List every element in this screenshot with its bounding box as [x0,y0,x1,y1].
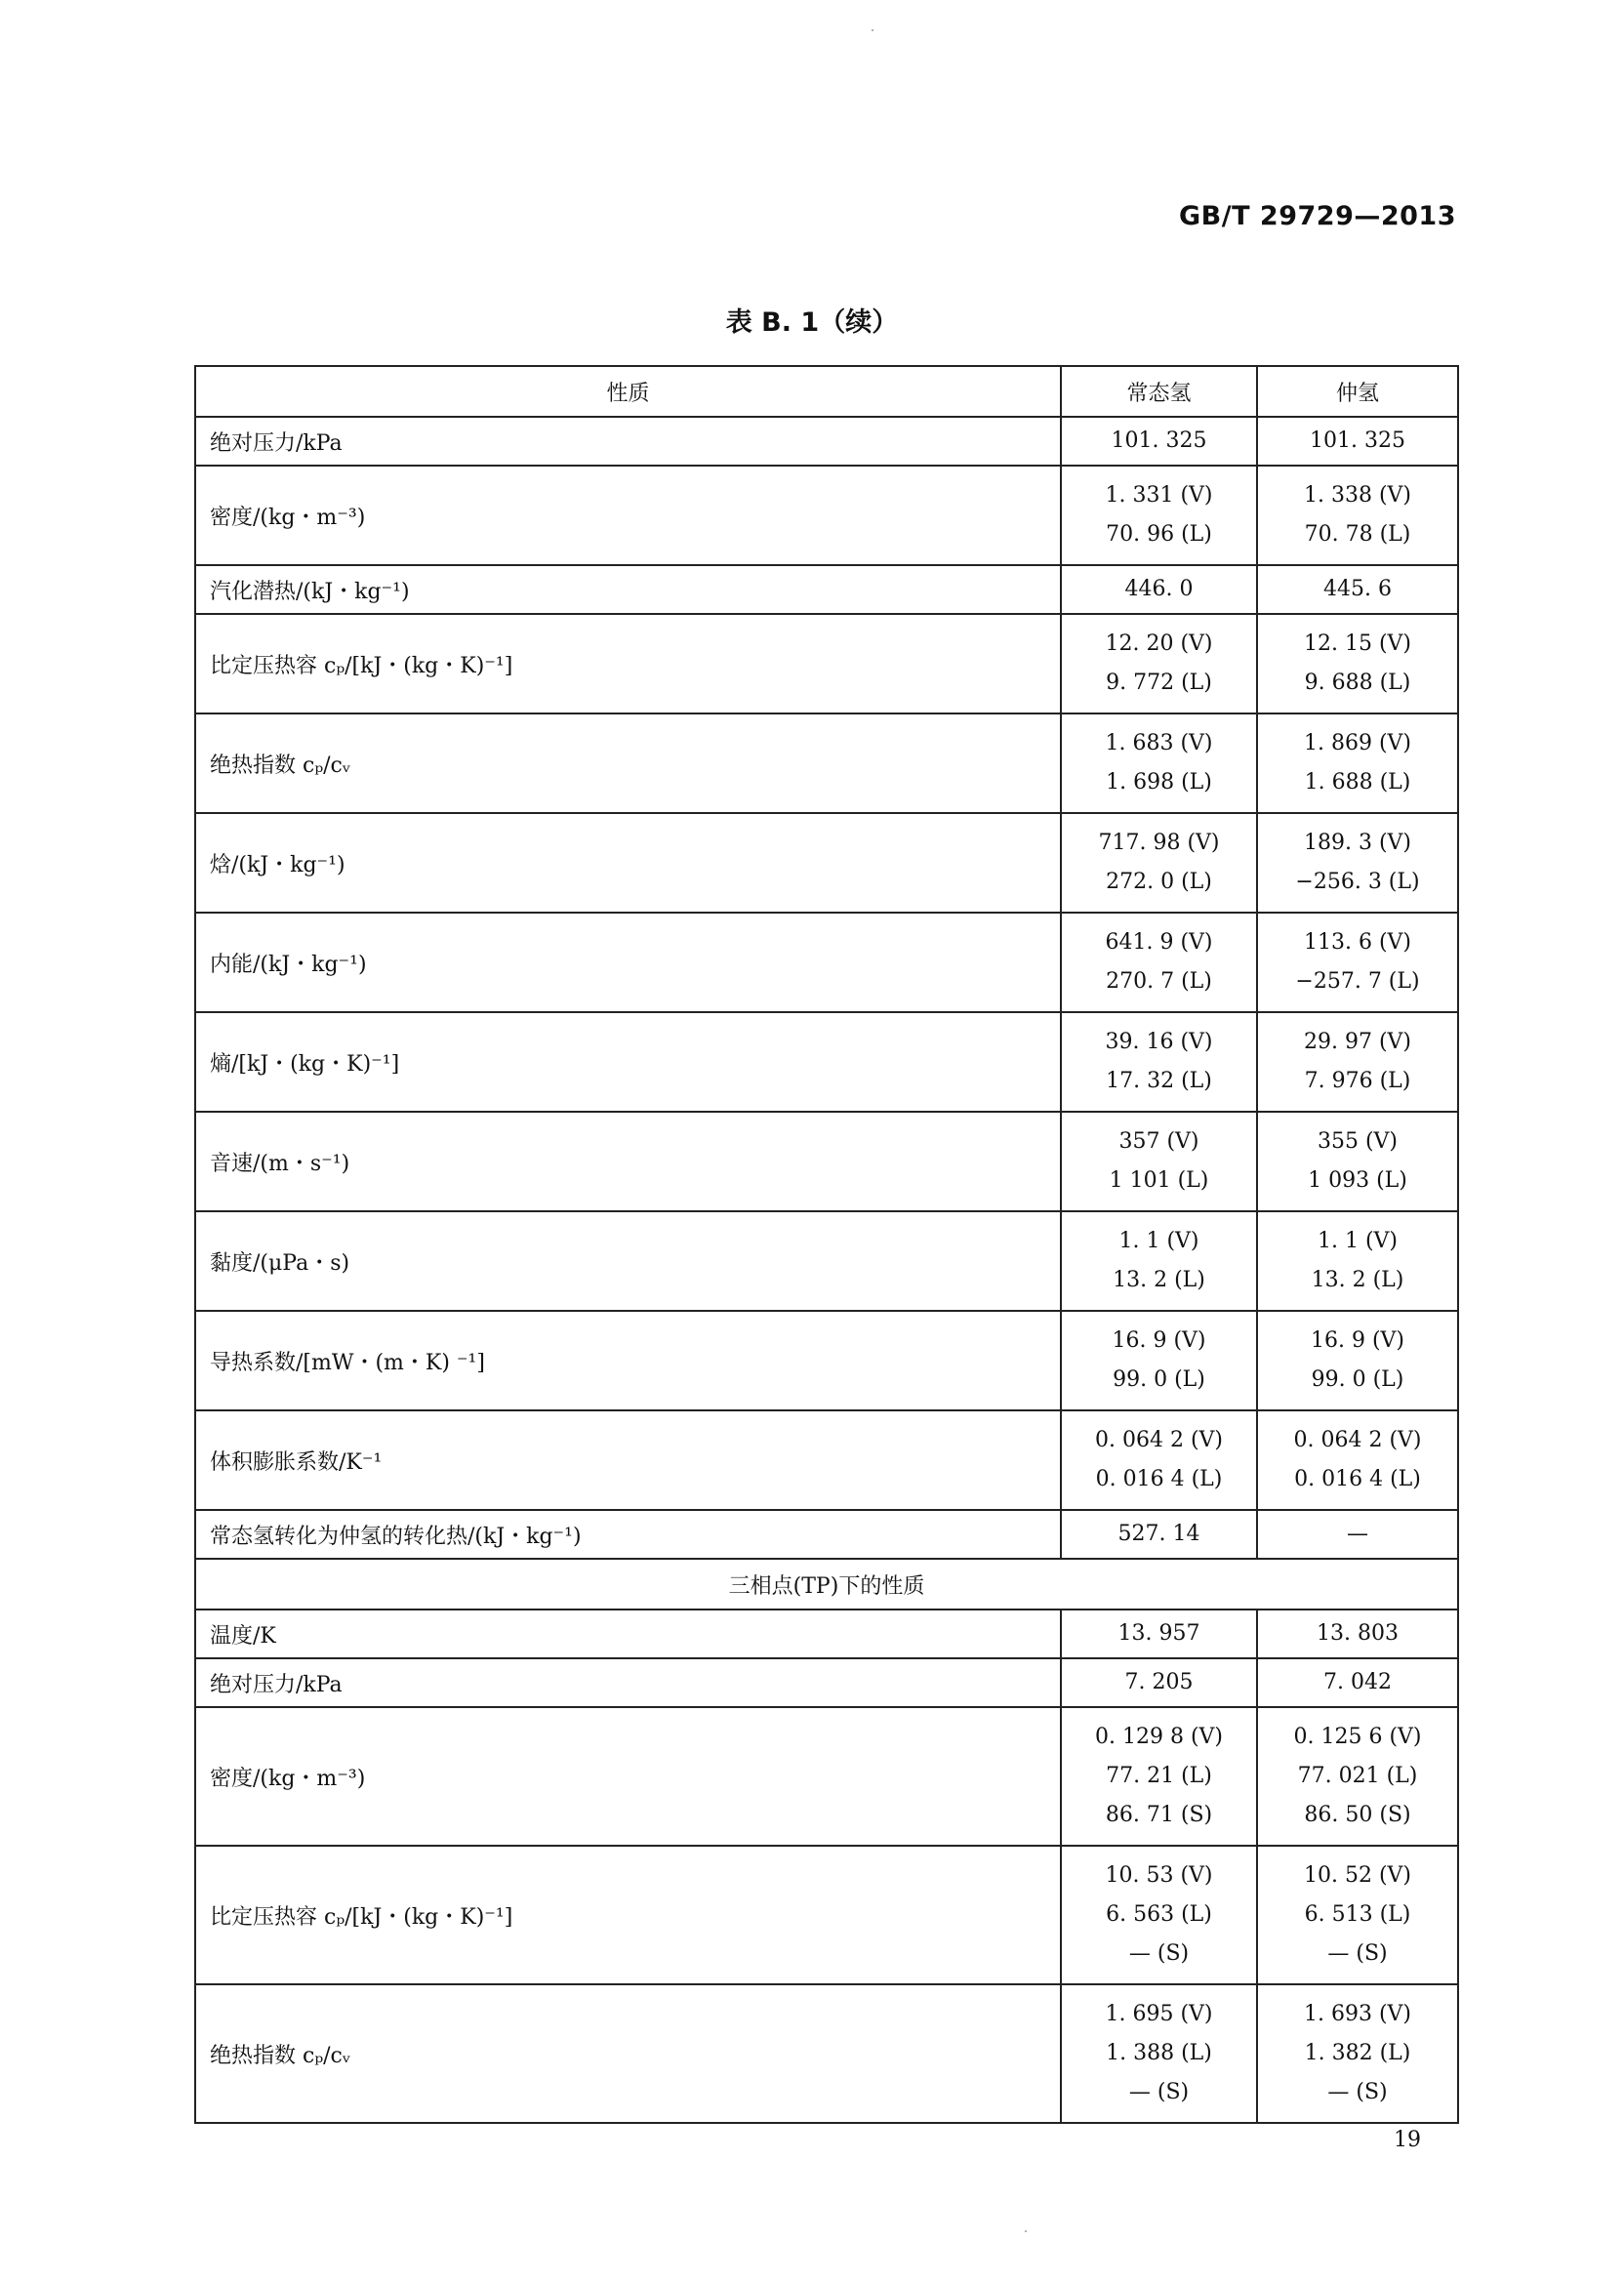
normal-hydrogen-cell [1061,1707,1257,1846]
table-title: 表 B. 1（续） [725,307,899,338]
normal-hydrogen-cell [1061,1012,1257,1112]
value-line: 12. 20 (V) [1105,632,1213,656]
property-cell: 内能/(kJ・kg⁻¹) [195,913,1061,1012]
table-row [195,1311,1458,1410]
normal-hydrogen-cell [1061,1846,1257,1984]
normal-hydrogen-cell [1061,913,1257,1012]
property-cell: 绝热指数 cₚ/cᵥ [195,713,1061,813]
value-line: — (S) [1327,2080,1388,2104]
value-line: 0. 125 6 (V) [1293,1725,1422,1749]
para-hydrogen-cell [1257,813,1458,913]
para-hydrogen-cell [1257,1410,1458,1510]
table-row [195,466,1458,565]
para-hydrogen-cell [1257,1311,1458,1410]
standard-code: GB/T 29729—2013 [1179,201,1456,231]
value-line: 0. 064 2 (V) [1094,1428,1223,1452]
value-line: 1. 382 (L) [1304,2041,1411,2065]
value-line: 0. 016 4 (L) [1294,1467,1421,1491]
header-para-hydrogen: 仲氢 [1257,366,1458,417]
table-row [195,1707,1458,1846]
para-hydrogen-cell [1257,1846,1458,1984]
para-hydrogen-cell [1257,1658,1458,1707]
normal-hydrogen-cell [1061,1610,1257,1658]
normal-hydrogen-cell [1061,417,1257,466]
section-row [195,1559,1458,1610]
value-line: 717. 98 (V) [1098,831,1220,855]
value-line: 9. 772 (L) [1106,671,1212,695]
para-hydrogen-cell [1257,913,1458,1012]
property-cell: 绝热指数 cₚ/cᵥ [195,1984,1061,2123]
value-line: 9. 688 (L) [1304,671,1411,695]
property-cell: 比定压热容 cₚ/[kJ・(kg・K)⁻¹] [195,614,1061,713]
value-line: — (S) [1327,1941,1388,1966]
value-line: 29. 97 (V) [1303,1030,1412,1054]
value-line: 357 (V) [1118,1129,1199,1154]
value-line: −256. 3 (L) [1295,870,1420,894]
value-line: 1. 1 (V) [1118,1229,1199,1253]
value-line: 272. 0 (L) [1106,870,1212,894]
table-body-tp [195,1610,1458,2123]
table-row [195,417,1458,466]
value-line: 113. 6 (V) [1303,930,1412,955]
value-line: 39. 16 (V) [1105,1030,1213,1054]
value-line: 1. 869 (V) [1303,731,1412,755]
para-hydrogen-cell [1257,1211,1458,1311]
property-cell: 音速/(m・s⁻¹) [195,1112,1061,1211]
property-cell: 常态氢转化为仲氢的转化热/(kJ・kg⁻¹) [195,1510,1061,1559]
property-cell: 绝对压力/kPa [195,1658,1061,1707]
value-line: 446. 0 [1124,577,1194,601]
section-title: 三相点(TP)下的性质 [195,1559,1458,1610]
value-line: 0. 016 4 (L) [1095,1467,1223,1491]
value-line: 1. 698 (L) [1106,770,1212,795]
value-line: 7. 042 [1323,1670,1392,1694]
header-property: 性质 [195,366,1061,417]
value-line: 13. 2 (L) [1311,1268,1404,1292]
value-line: 6. 563 (L) [1106,1902,1212,1927]
value-line: 189. 3 (V) [1303,831,1412,855]
value-line: 16. 9 (V) [1310,1328,1405,1353]
value-line: 641. 9 (V) [1105,930,1213,955]
value-line: 16. 9 (V) [1112,1328,1206,1353]
para-hydrogen-cell [1257,1610,1458,1658]
table-row [195,614,1458,713]
value-line: 86. 71 (S) [1105,1803,1213,1827]
value-line: 13. 957 [1117,1621,1200,1646]
table-row [195,813,1458,913]
table-row [195,913,1458,1012]
value-line: 270. 7 (L) [1106,969,1212,994]
value-line: 0. 064 2 (V) [1293,1428,1422,1452]
normal-hydrogen-cell [1061,1211,1257,1311]
table-row [195,1410,1458,1510]
table-header-row [195,366,1458,417]
value-line: 12. 15 (V) [1303,632,1412,656]
value-line: 1. 1 (V) [1317,1229,1399,1253]
para-hydrogen-cell [1257,1112,1458,1211]
table-row [195,713,1458,813]
value-line: 101. 325 [1310,428,1405,453]
value-line: −257. 7 (L) [1295,969,1420,994]
value-line: 1. 331 (V) [1105,483,1213,508]
para-hydrogen-cell [1257,713,1458,813]
property-cell: 密度/(kg・m⁻³) [195,466,1061,565]
value-line: 1. 388 (L) [1106,2041,1212,2065]
value-line: 10. 53 (V) [1105,1863,1213,1888]
normal-hydrogen-cell [1061,1311,1257,1410]
value-line: 7. 976 (L) [1304,1069,1411,1093]
table-row [195,565,1458,614]
table-row [195,1510,1458,1559]
para-hydrogen-cell [1257,565,1458,614]
table-body-nbp [195,417,1458,1559]
property-cell: 黏度/(μPa・s) [195,1211,1061,1311]
value-line: 7. 205 [1124,1670,1194,1694]
value-line: 13. 2 (L) [1113,1268,1205,1292]
value-line: 1. 693 (V) [1303,2002,1412,2026]
value-line: 1 093 (L) [1308,1168,1407,1193]
normal-hydrogen-cell [1061,1112,1257,1211]
value-line: 6. 513 (L) [1304,1902,1411,1927]
table-row [195,1012,1458,1112]
value-line: 527. 14 [1117,1522,1200,1546]
value-line: 1 101 (L) [1109,1168,1209,1193]
value-line: 17. 32 (L) [1106,1069,1212,1093]
value-line: 99. 0 (L) [1113,1367,1205,1392]
page-number: 19 [1394,2128,1421,2152]
normal-hydrogen-cell [1061,614,1257,713]
property-cell: 汽化潜热/(kJ・kg⁻¹) [195,565,1061,614]
value-line: 445. 6 [1323,577,1392,601]
value-line: 10. 52 (V) [1303,1863,1412,1888]
para-hydrogen-cell [1257,466,1458,565]
property-cell: 导热系数/[mW・(m・K) ⁻¹] [195,1311,1061,1410]
table-row [195,1610,1458,1658]
normal-hydrogen-cell [1061,1410,1257,1510]
value-line: 70. 96 (L) [1106,522,1212,547]
scan-speck [1025,2230,1027,2232]
para-hydrogen-cell [1257,614,1458,713]
value-line: 1. 338 (V) [1303,483,1412,508]
value-line: 0. 129 8 (V) [1094,1725,1223,1749]
property-cell: 焓/(kJ・kg⁻¹) [195,813,1061,913]
property-cell: 密度/(kg・m⁻³) [195,1707,1061,1846]
value-line: 86. 50 (S) [1304,1803,1411,1827]
para-hydrogen-cell [1257,1012,1458,1112]
value-line: 99. 0 (L) [1311,1367,1404,1392]
table-row [195,1846,1458,1984]
normal-hydrogen-cell [1061,466,1257,565]
normal-hydrogen-cell [1061,1510,1257,1559]
value-line: 1. 695 (V) [1105,2002,1213,2026]
table-row [195,1984,1458,2123]
normal-hydrogen-cell [1061,1984,1257,2123]
value-line: 101. 325 [1111,428,1207,453]
scan-speck [872,29,873,31]
property-cell: 绝对压力/kPa [195,417,1061,466]
value-line: 355 (V) [1317,1129,1399,1154]
value-line: — [1347,1522,1368,1546]
value-line: 77. 21 (L) [1106,1764,1212,1788]
para-hydrogen-cell [1257,1984,1458,2123]
value-line: 13. 803 [1317,1621,1399,1646]
table-row [195,1211,1458,1311]
property-cell: 体积膨胀系数/K⁻¹ [195,1410,1061,1510]
para-hydrogen-cell [1257,417,1458,466]
value-line: 70. 78 (L) [1304,522,1411,547]
table-row [195,1112,1458,1211]
value-line: 1. 688 (L) [1304,770,1411,795]
normal-hydrogen-cell [1061,813,1257,913]
header-normal-hydrogen: 常态氢 [1061,366,1257,417]
table-row [195,1658,1458,1707]
para-hydrogen-cell [1257,1510,1458,1559]
value-line: 77. 021 (L) [1297,1764,1418,1788]
properties-table [194,365,1459,2124]
para-hydrogen-cell [1257,1707,1458,1846]
property-cell: 比定压热容 cₚ/[kJ・(kg・K)⁻¹] [195,1846,1061,1984]
property-cell: 熵/[kJ・(kg・K)⁻¹] [195,1012,1061,1112]
value-line: — (S) [1128,2080,1190,2104]
normal-hydrogen-cell [1061,565,1257,614]
normal-hydrogen-cell [1061,713,1257,813]
value-line: — (S) [1128,1941,1190,1966]
value-line: 1. 683 (V) [1105,731,1213,755]
normal-hydrogen-cell [1061,1658,1257,1707]
property-cell: 温度/K [195,1610,1061,1658]
